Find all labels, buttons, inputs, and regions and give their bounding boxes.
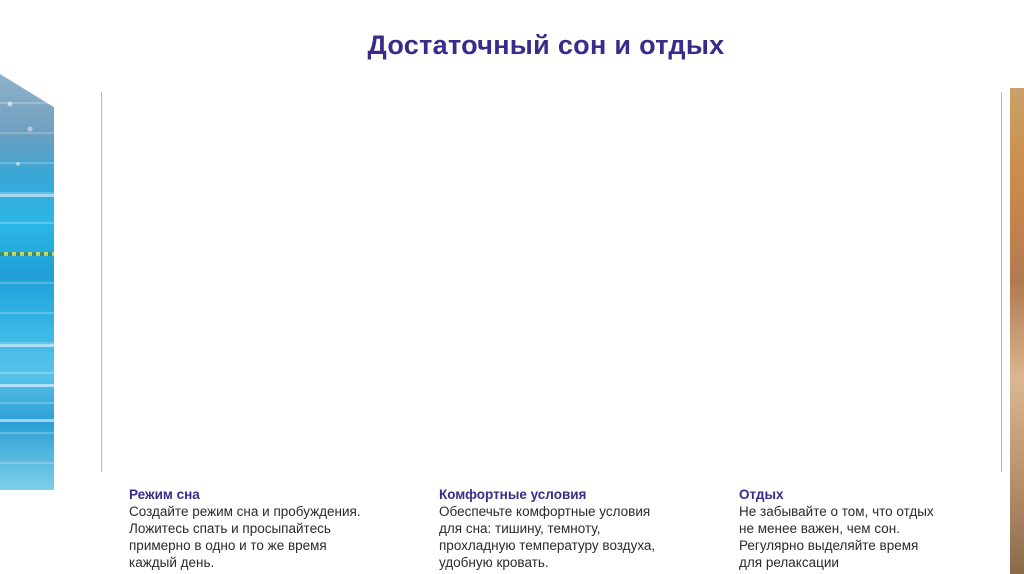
swimming-pool-image (0, 74, 54, 490)
column-rest (739, 486, 979, 571)
pool-lane-line (0, 384, 54, 387)
pool-lane-rope (0, 252, 54, 256)
pool-lane-line (0, 194, 54, 197)
left-divider-line (101, 92, 102, 472)
pool-lane-line (0, 344, 54, 347)
column-heading: Режим сна (129, 487, 200, 502)
column-text: Создайте режим сна и пробуждения. Ложитесь спать и просыпайтесь примерно в одно и то же время каждый день. (129, 504, 361, 570)
right-divider-line (1001, 92, 1002, 472)
right-edge-image (1010, 88, 1024, 574)
column-heading: Комфортные условия (439, 487, 587, 502)
column-comfortable-conditions (439, 486, 719, 571)
pool-lane-line (0, 419, 54, 422)
column-text: Обеспечьте комфортные условия для сна: тишину, темноту, прохладную температуру воздуха, удобную кровать. (439, 504, 656, 570)
column-heading: Отдых (739, 487, 784, 502)
column-text: Не забывайте о том, что отдых не менее важен, чем сон. Регулярно выделяйте время для релаксации (739, 504, 934, 570)
column-sleep-schedule (129, 486, 419, 571)
slide-title: Достаточный сон и отдых (367, 30, 725, 60)
